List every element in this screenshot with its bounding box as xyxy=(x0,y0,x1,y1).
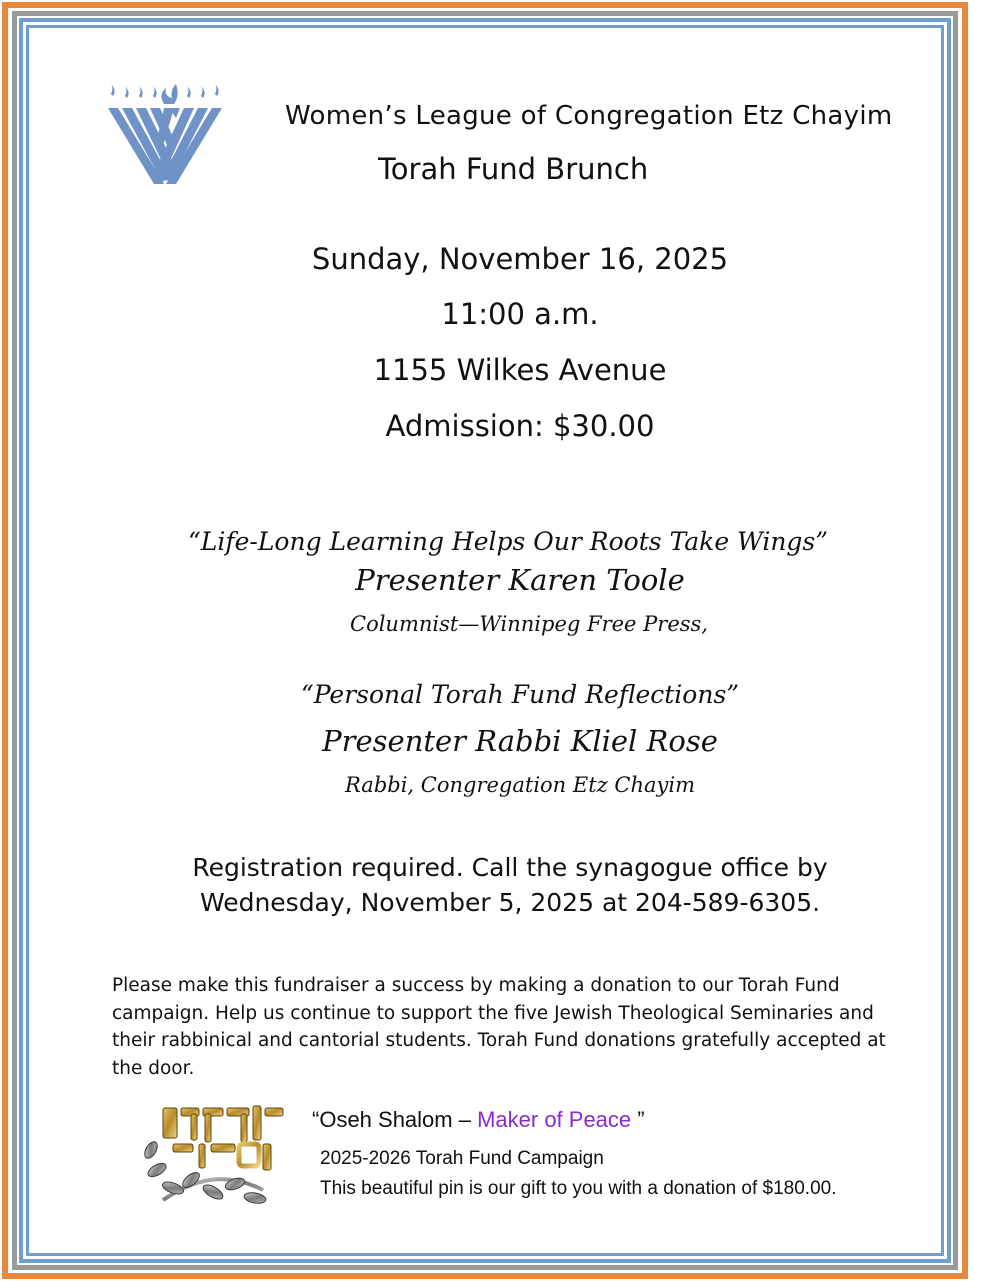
event-address: 1155 Wilkes Avenue xyxy=(373,353,667,387)
oseh-shalom-pin-image xyxy=(143,1100,293,1210)
registration-line-2: Wednesday, November 5, 2025 at 204-589-6305. xyxy=(199,888,821,917)
pin-title-highlight: Maker of Peace xyxy=(477,1107,632,1132)
pin-title-open: “Oseh Shalom – xyxy=(312,1107,478,1132)
event-admission: Admission: $30.00 xyxy=(385,409,655,443)
donation-appeal: Please make this fundraiser a success by making a donation to our Torah Fund campaign. Help us continue to support the five Jewish Theological Seminaries and their rabbinical and cantorial students. Torah Fund donations gratefully accepted at the door. xyxy=(112,975,886,1079)
event-title: Torah Fund Brunch xyxy=(378,152,649,186)
event-time: 11:00 a.m. xyxy=(441,297,599,331)
presenter-name-2: Presenter Rabbi Kliel Rose xyxy=(322,724,718,758)
pin-gift-text: This beautiful pin is our gift to you with a donation of $180.00. xyxy=(320,1178,837,1199)
presenter-role-1: Columnist—Winnipeg Free Press, xyxy=(350,612,708,636)
womens-league-logo xyxy=(104,82,226,186)
presenter-name-1: Presenter Karen Toole xyxy=(355,563,685,597)
registration-line-1: Registration required. Call the synagogue office by xyxy=(192,853,828,882)
presenter-role-2: Rabbi, Congregation Etz Chayim xyxy=(345,773,695,797)
organization-name: Women’s League of Congregation Etz Chayim xyxy=(285,101,893,131)
pin-title-close: ” xyxy=(631,1107,645,1132)
pin-title xyxy=(312,1107,645,1133)
talk-title-2: “Personal Torah Fund Reflections” xyxy=(300,680,740,709)
campaign-name: 2025-2026 Torah Fund Campaign xyxy=(320,1148,604,1169)
talk-title-1: “Life-Long Learning Helps Our Roots Take Wings” xyxy=(187,527,829,556)
event-date: Sunday, November 16, 2025 xyxy=(311,242,729,276)
